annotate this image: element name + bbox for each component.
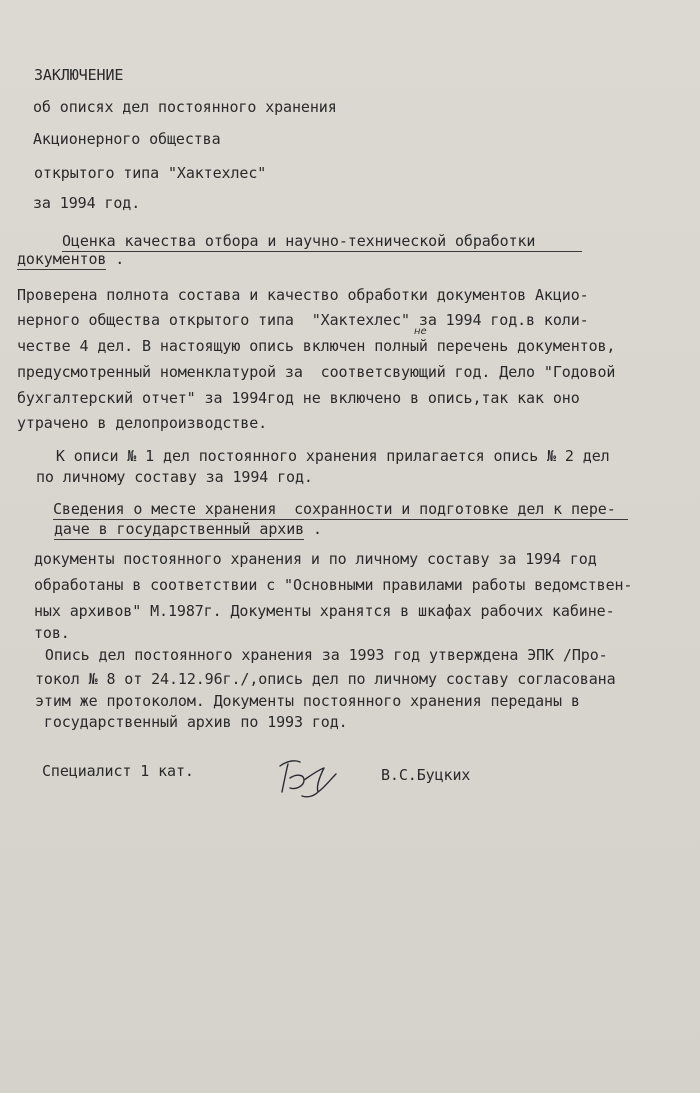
section2-heading-underlined: даче в государственный архив	[54, 520, 305, 538]
section2-heading-tail: .	[304, 520, 322, 538]
section1-heading-tail: .	[106, 250, 125, 268]
section2-p2-line-3: этим же протоколом. Документы постоянного хранения переданы в	[35, 692, 580, 710]
section1-p1-line-1: Проверена полнота состава и качество обработки документов Акцио-	[17, 286, 589, 304]
section2-p2-line-2: токол № 8 от 24.12.96г./,опись дел по личному составу согласована	[35, 670, 616, 688]
header-line-4: за 1994 год.	[33, 194, 141, 212]
section1-p1-line-2: нерного общества открытого типа "Хактехлес" за 1994 год.в коли-	[17, 311, 589, 329]
section2-p1-line-4: тов.	[34, 624, 70, 642]
signature-name: В.С.Буцких	[381, 766, 471, 784]
section2-p2-line-4: государственный архив по 1993 год.	[35, 713, 348, 731]
section1-p1-line-3: честве 4 дел. В настоящую опись включен полный перечень документов,	[17, 337, 616, 355]
section1-p1-line-6: утрачено в делопроизводстве.	[17, 414, 268, 432]
handwritten-insertion: не	[414, 326, 427, 337]
document-title: ЗАКЛЮЧЕНИЕ	[34, 66, 124, 84]
section2-p1-line-2: обработаны в соответствии с "Основными правилами работы ведомствен-	[34, 576, 633, 594]
section1-heading-underlined: документов	[17, 250, 107, 268]
section2-p1-line-3: ных архивов" М.1987г. Документы хранятся в шкафах рабочих кабине-	[34, 602, 615, 620]
signature-position: Специалист 1 кат.	[42, 762, 194, 780]
section1-p1-line-4: предусмотренный номенклатурой за соответсвующий год. Дело "Годовой	[17, 363, 616, 381]
section2-heading-line-2	[54, 520, 322, 538]
section1-p1-line-5: бухгалтерский отчет" за 1994год не включено в опись,так как оно	[17, 389, 580, 407]
section2-p1-line-1: документы постоянного хранения и по личному составу за 1994 год	[34, 550, 597, 568]
section2-p2-line-1: Опись дел постоянного хранения за 1993 год утверждена ЭПК /Про-	[36, 646, 608, 664]
header-line-3: открытого типа "Хактехлес"	[34, 164, 267, 182]
section1-heading-line-2	[17, 250, 124, 268]
section1-p2-line-1: К описи № 1 дел постоянного хранения прилагается опись № 2 дел	[38, 447, 610, 465]
header-line-2: Акционерного общества	[33, 130, 221, 148]
section2-heading-line-1: Сведения о месте хранения сохранности и подготовке дел к пере-	[53, 500, 628, 520]
handwritten-signature	[274, 752, 346, 800]
section1-heading-line-1: Оценка качества отбора и научно-технической обработки	[62, 232, 582, 252]
section1-p2-line-2: по личному составу за 1994 год.	[36, 468, 313, 486]
header-line-1: об описях дел постоянного хранения	[33, 98, 337, 116]
